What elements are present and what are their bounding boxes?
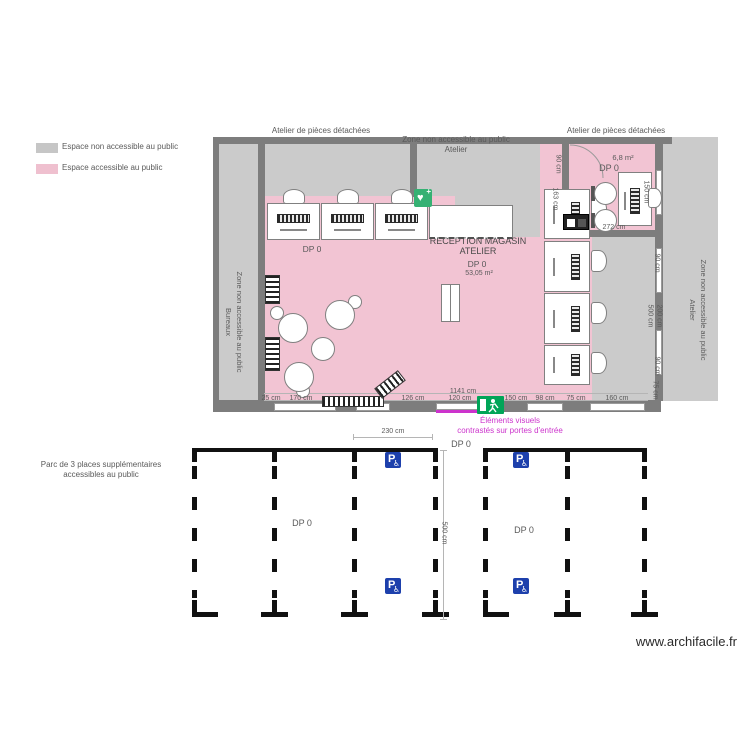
parking-line [565, 466, 570, 598]
parking-dim-width: 230 cm [381, 428, 405, 435]
reception-counter [429, 205, 513, 239]
label-zone-left: Zone non accessible au public Bureaux [224, 271, 244, 373]
dim-label: 90 cm [653, 356, 661, 376]
first-aid-icon: ♥ + [414, 189, 432, 207]
dim-label: 170 cm [289, 395, 313, 402]
dim-label: 90 cm [653, 253, 661, 273]
dimension-tick [440, 450, 447, 451]
office-area: 6,8 m² [612, 153, 634, 162]
parking-label-2: accessibles au public [63, 470, 139, 479]
shelf-unit [265, 337, 280, 371]
chair [283, 189, 305, 204]
dim-label: 75 cm [566, 395, 586, 402]
parking-line [642, 466, 647, 598]
dimension-tick [432, 434, 433, 440]
desk [267, 203, 320, 240]
parking-cap [483, 612, 509, 617]
emergency-exit-icon [477, 396, 504, 414]
door-opening [527, 403, 563, 411]
dimension-tick [440, 619, 447, 620]
entry-door-opening [436, 403, 478, 410]
parking-cap [483, 448, 488, 462]
contrast-note-2: contrastés sur portes d'entrée [457, 426, 563, 435]
dim-label: 75 cm [651, 380, 659, 400]
dim-label: 90 cm [554, 154, 562, 174]
parking-cap [631, 612, 658, 617]
shelf-unit [265, 275, 280, 304]
round-table [284, 362, 314, 392]
room-title-1: RECEPTION MAGASIN [429, 236, 527, 246]
parking-line [433, 466, 438, 598]
parking-dp-top: DP 0 [451, 439, 471, 449]
door-opening [590, 403, 645, 411]
label-atelier-right: Atelier de pièces détachées [566, 126, 666, 135]
parking-cap [272, 448, 277, 462]
desk [544, 345, 590, 385]
chair [591, 302, 607, 324]
shelf-unit [322, 396, 384, 407]
dimension-line [353, 437, 433, 438]
room-dp: DP 0 [467, 259, 487, 269]
desk [544, 241, 590, 292]
dim-label: 200 cm [655, 304, 663, 328]
dim-label: 150 cm [642, 180, 650, 204]
parking-line [192, 466, 197, 598]
parking-cap [341, 612, 368, 617]
dim-label: 160 cm [605, 395, 629, 402]
parking-boundary-top [192, 448, 438, 452]
parking-cap [642, 448, 647, 462]
accessible-parking-icon: P ♿ [513, 578, 529, 594]
legend-label-accessible: Espace accessible au public [62, 163, 163, 172]
chair [391, 189, 413, 204]
parking-dim-height: 500 cm [440, 521, 448, 545]
parking-cap [192, 612, 218, 617]
accessible-parking-icon: P ♿ [385, 452, 401, 468]
accessible-parking-icon: P ♿ [513, 452, 529, 468]
parking-dp-right: DP 0 [514, 525, 534, 535]
room-area: 53,05 m² [465, 270, 493, 277]
dim-label: 120 cm [448, 395, 472, 402]
parking-cap [565, 448, 570, 462]
parking-cap [433, 448, 438, 462]
legend-swatch-accessible [36, 164, 58, 174]
label-atelier-left: Atelier de pièces détachées [271, 126, 371, 135]
round-table [325, 300, 355, 330]
dim-label: 126 cm [401, 395, 425, 402]
parking-cap [554, 612, 581, 617]
dim-label: 163 cm [551, 187, 559, 211]
wall-outer-left [213, 137, 219, 412]
chair [594, 182, 617, 205]
legend-swatch-non-accessible [36, 143, 58, 153]
room-title-2: ATELIER [459, 246, 497, 256]
parking-cap [352, 448, 357, 462]
contrast-note-1: Éléments visuels [479, 416, 541, 425]
dim-label: 1141 cm [449, 388, 477, 395]
parking-cap [422, 612, 449, 617]
office-chair [648, 188, 662, 208]
dim-label: 500 cm [646, 304, 654, 328]
chair [591, 352, 607, 374]
parking-dp-left: DP 0 [292, 518, 312, 528]
parking-line [483, 466, 488, 598]
parking-line [272, 466, 277, 598]
chair [591, 250, 607, 272]
wall-inner-left [258, 144, 265, 401]
parking-line [352, 466, 357, 598]
legend-label-non-accessible: Espace non accessible au public [62, 142, 179, 151]
parking-cap [261, 612, 288, 617]
parking-cap [192, 448, 197, 462]
desk [544, 293, 590, 344]
desk-zone-dp: DP 0 [302, 244, 322, 254]
accessible-parking-icon: P ♿ [385, 578, 401, 594]
contrast-strip [436, 410, 478, 413]
label-zone-top-2: Atelier [444, 145, 468, 154]
label-zone-top-1: Zone non accessible au public [402, 135, 510, 144]
parking-label-1: Parc de 3 places supplémentaires [40, 460, 162, 469]
label-zone-right: Zone non accessible au public Atelier [688, 259, 708, 361]
door-arc [569, 144, 605, 180]
dim-label: 150 cm [504, 395, 528, 402]
desk [321, 203, 374, 240]
watermark: www.archifacile.fr [635, 634, 737, 649]
dim-label: 98 cm [535, 395, 555, 402]
display-stand [441, 284, 460, 322]
round-table [311, 337, 335, 361]
dim-label: 25 cm [261, 395, 281, 402]
printer [563, 214, 589, 230]
desk [375, 203, 428, 240]
dim-label: 272 cm [602, 224, 626, 231]
chair [337, 189, 359, 204]
round-table [278, 313, 308, 343]
office-dp: DP 0 [599, 163, 619, 173]
dimension-tick [353, 434, 354, 440]
